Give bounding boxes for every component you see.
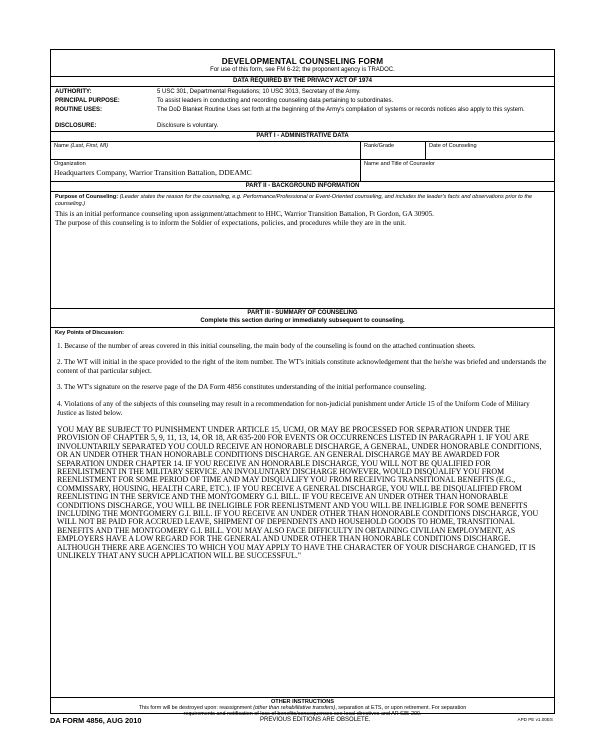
rank-grade-label: Rank/Grade xyxy=(364,143,395,149)
counselor-field[interactable] xyxy=(361,160,554,181)
purpose-label: Purpose of Counseling: xyxy=(55,194,119,200)
part1-header: PART I - ADMINISTRATIVE DATA xyxy=(51,131,554,141)
form-version: APD PE v1.00ES xyxy=(517,717,553,722)
other-line-1b: (other than rehabilitative transfers) xyxy=(253,705,336,711)
privacy-label: AUTHORITY: xyxy=(55,89,92,95)
key-point: 2. The WT will initial in the space provided to the right of the item number. The WT's initials constitute acknowledgement that the he/she was briefed and understands the content of that particular subject. xyxy=(57,358,547,375)
form-subtitle: For use of this form, see FM 6-22; the proponent agency is TRADOC. xyxy=(210,67,395,73)
name-label: Name xyxy=(54,143,69,149)
other-line-2: requirements and notification of loss of benefits/consequences see local directives and AR 635-200. xyxy=(183,711,422,718)
key-points-body[interactable] xyxy=(51,342,554,561)
other-instructions xyxy=(51,697,554,716)
organization-value: Headquarters Company, Warrior Transition Battalion, DDEAMC xyxy=(54,168,252,177)
purpose-hint: (Leader states the reason for the counseling, e.g. Performance/Professional or Event-Oriented counseling, and includes the leader's facts and observations prior to the counseling.) xyxy=(55,194,533,207)
administrative-data xyxy=(51,141,554,181)
organization-field[interactable] xyxy=(51,160,361,181)
part3-subheader: Complete this section during or immediately subsequent to counseling. xyxy=(200,318,405,324)
purpose-line: This is an initial performance counseling upon assignment/attachment to HHC, Warrior Transition Battalion, Ft Gordon, GA 30905. xyxy=(55,210,434,219)
part3-header: PART III - SUMMARY OF COUNSELING xyxy=(247,310,358,316)
privacy-value: To assist leaders in conducting and recording counseling data pertaining to subordinates. xyxy=(157,98,394,104)
other-line-1a: This form will be destroyed upon: reassignment xyxy=(138,705,252,711)
form-title: DEVELOPMENTAL COUNSELING FORM xyxy=(221,57,384,66)
date-of-counseling-field[interactable] xyxy=(426,142,554,160)
counselor-label: Name and Title of Counselor xyxy=(364,161,435,167)
other-line-1c: , separation at ETS, or upon retirement. For separation xyxy=(335,705,467,711)
key-points-label: Key Points of Discussion: xyxy=(51,327,554,338)
key-point: 1. Because of the number of areas covered in this initial counseling, the main body of the counseling is found on the attached continuation sheets. xyxy=(57,342,476,350)
other-instructions-header: OTHER INSTRUCTIONS xyxy=(270,699,335,705)
purpose-text xyxy=(51,209,554,229)
part3-section xyxy=(51,308,554,561)
part2-header: PART II - BACKGROUND INFORMATION xyxy=(51,181,554,191)
key-point: 3. The WT's signature on the reserve page of the DA Form 4856 constitutes understanding of the initial performance counseling. xyxy=(57,383,427,391)
name-field[interactable] xyxy=(51,142,361,160)
organization-label: Organization xyxy=(54,161,86,167)
privacy-value: The DoD Blanket Routine Uses set forth at the beginning of the Army's compilation of systems or records notices also apply to this system. xyxy=(157,107,525,113)
obsolete-editions-note: PREVIOUS EDITIONS ARE OBSOLETE. xyxy=(260,717,371,723)
name-hint: (Last, First, MI) xyxy=(70,143,109,149)
purpose-of-counseling xyxy=(51,191,554,209)
privacy-act-section xyxy=(51,86,554,131)
privacy-value: 5 USC 301, Departmental Regulations; 10 USC 3013, Secretary of the Army. xyxy=(157,89,361,95)
key-point: 4. Violations of any of the subjects of this counseling may result in a recommendation for non-judicial punishment under Article 15 of the Uniform Code of Military Justice as listed below. xyxy=(57,400,530,417)
background-information[interactable] xyxy=(51,191,554,308)
privacy-label: ROUTINE USES: xyxy=(55,107,103,113)
form-footer xyxy=(50,716,555,726)
rank-grade-field[interactable] xyxy=(361,142,426,160)
form-id: DA FORM 4856, AUG 2010 xyxy=(50,716,142,725)
privacy-label: DISCLOSURE: xyxy=(55,123,97,129)
privacy-act-header: DATA REQUIRED BY THE PRIVACY ACT OF 1974 xyxy=(51,76,554,86)
privacy-value: Disclosure is voluntary. xyxy=(157,123,219,129)
warning-paragraph: YOU MAY BE SUBJECT TO PUNISHMENT UNDER ARTICLE 15, UCMJ, OR MAY BE PROCESSED FOR SEPARATION UNDER THE PROVISION OF CHAPTER 5, 9, 11, 13, 14, OR 18, AR 635-200 FOR EVENTS OR OCCURRENCES LISTED IN PARAGRAPH 1. IF YOU ARE INVOLUNTARILY SEPARATED YOU COULD RECEIVE AN HONORABLE DISCHARGE, A GENERAL, UNDER HONORABLE CONDITIONS, OR AN UNDER OTHER THAN HONORABLE CONDITIONS DISCHARGE. AN GENERAL DISCHARGE MAY BE AWARDED FOR SEPARATION UNDER CHAPTER 14. IF YOU RECEIVE AN HONORABLE DISCHARGE, YOU WILL NOT BE QUALIFIED FOR REENLISTMENT IN THE MILITARY SERVICE. AN INVOLUNTARY DISCHARGE HOWEVER, WOULD DISQUALIFY YOU FROM REENLISTMENT FOR SOME PERIOD OF TIME AND MAY DISQUALIFY YOU FROM RECEIVING TRANSITIONAL BENEFITS (E.G., COMMISSARY, HOUSING, HEALTH CARE, ETC.). IF YOU RECEIVE A GENERAL DISCHARGE, YOU WILL BE DISQUALIFIED FROM REENLISTING IN THE SERVICE AND THE MONTGOMERY G.I. BILL. IF YOU RECEIVE AN UNDER OTHER THAN HONORABLE CONDITIONS DISCHARGE, YOU WILL BE INELIGIBLE FOR REENLISTMENT AND YOU WILL BE INELIGIBLE FOR SOME BENEFITS INCLUDING THE MONTGOMERY G.I. BILL. IF YOU RECEIVE AN UNDER OTHER THAN HONORABLE CONDITIONS DISCHARGE, YOU WILL NOT BE PAID FOR ACCRUED LEAVE, SHIPMENT OF DEPENDENTS AND HOUSEHOLD GOODS TO HOME, TRANSITIONAL BENEFITS AND THE MONTGOMERY G.I. BILL. YOU MAY ALSO FACE DIFFICULTY IN OBTAINING CIVILIAN EMPLOYMENT, AS EMPLOYERS HAVE A LOW REGARD FOR THE GENERAL AND UNDER OTHER THAN HONORABLE CONDITIONS DISCHARGE. ALTHOUGH THERE ARE AGENCIES TO WHICH YOU MAY APPLY TO HAVE THE CHARACTER OF YOUR DISCHARGE CHANGED, IT IS UNLIKELY THAT ANY SUCH APPLICATION WILL BE SUCCESSFUL." xyxy=(57,425,542,561)
purpose-line: The purpose of this counseling is to inform the Soldier of expectations, policies, and procedures while they are in the unit. xyxy=(55,219,407,228)
privacy-label: PRINCIPAL PURPOSE: xyxy=(55,98,120,104)
date-of-counseling-label: Date of Counseling xyxy=(429,143,477,149)
developmental-counseling-form xyxy=(50,49,555,718)
